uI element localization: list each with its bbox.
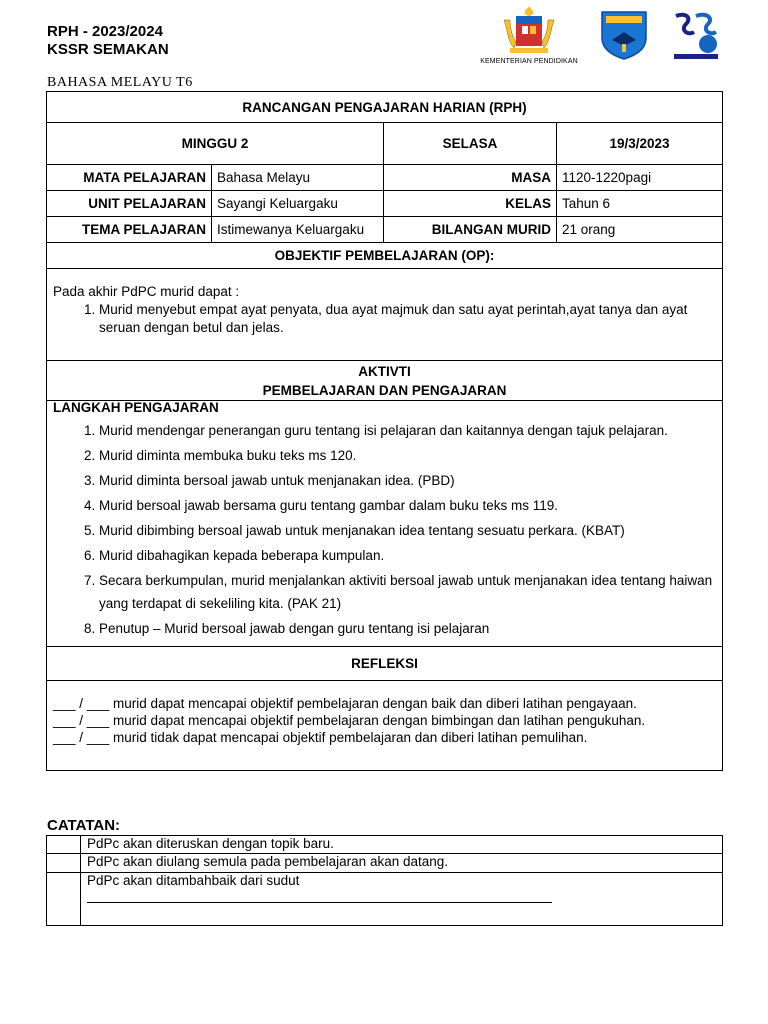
subject-line: BAHASA MELAYU T6 xyxy=(47,75,193,90)
list-item: 3. Murid diminta bersoal jawab untuk menjanakan idea. (PBD) xyxy=(99,469,716,492)
list-item: 8. Penutup – Murid bersoal jawab dengan guru tentang isi pelajaran xyxy=(99,617,716,640)
catatan-item: PdPc akan ditambahbaik dari sudut xyxy=(87,873,300,888)
week-cell: MINGGU 2 xyxy=(47,123,384,165)
logo-strip xyxy=(474,2,722,68)
steps-list xyxy=(53,419,716,640)
checkbox-cell[interactable] xyxy=(47,873,81,926)
ministry-caption: KEMENTERIAN PENDIDIKAN xyxy=(480,58,578,65)
row-value-2: Tahun 6 xyxy=(557,191,723,217)
table-row xyxy=(47,165,723,191)
list-item: 2. Murid diminta membuka buku teks ms 120. xyxy=(99,444,716,467)
list-item: 1. Murid menyebut empat ayat penyata, dua ayat majmuk dan satu ayat perintah,ayat tanya dan ayat seruan dengan betul dan jelas. xyxy=(99,301,716,337)
catatan-item-improve xyxy=(81,873,723,926)
catatan-item: PdPc akan diulang semula pada pembelajaran akan datang. xyxy=(81,854,723,873)
ministry-logo xyxy=(474,2,584,68)
row-value-2: 21 orang xyxy=(557,217,723,243)
header-year: RPH - 2023/2024 xyxy=(47,23,163,40)
reflection-line: ___ / ___ murid dapat mencapai objektif pembelajaran dengan bimbingan dan latihan pengukuhan. xyxy=(53,713,646,728)
objective-list xyxy=(53,301,716,337)
checkbox-cell[interactable] xyxy=(47,854,81,873)
activity-title-line-1: AKTIVTI xyxy=(358,363,411,379)
reflection-line: ___ / ___ murid dapat mencapai objektif pembelajaran dengan baik dan diberi latihan pengayaan. xyxy=(53,696,637,711)
table-row xyxy=(47,854,723,873)
rph-table xyxy=(46,91,723,771)
list-item: 6. Murid dibahagikan kepada beberapa kumpulan. xyxy=(99,544,716,567)
row-value: Bahasa Melayu xyxy=(212,165,384,191)
list-item: 1. Murid mendengar penerangan guru tentang isi pelajaran dan kaitannya dengan tajuk pelajaran. xyxy=(99,419,716,442)
checkbox-cell[interactable] xyxy=(47,836,81,854)
day-cell: SELASA xyxy=(384,123,557,165)
date-cell: 19/3/2023 xyxy=(557,123,723,165)
row-value-2: 1120-1220pagi xyxy=(557,165,723,191)
objective-title: OBJEKTIF PEMBELAJARAN (OP): xyxy=(47,243,723,269)
row-label: UNIT PELAJARAN xyxy=(47,191,212,217)
document-header xyxy=(47,23,169,59)
row-label: TEMA PELAJARAN xyxy=(47,217,212,243)
reflection-line: ___ / ___ murid tidak dapat mencapai objektif pembelajaran dan diberi latihan pemulihan. xyxy=(53,730,588,745)
table-row xyxy=(47,217,723,243)
row-label-2: BILANGAN MURID xyxy=(384,217,557,243)
reflection-box xyxy=(47,681,723,771)
row-label-2: MASA xyxy=(384,165,557,191)
table-row xyxy=(47,873,723,926)
catatan-title: CATATAN: xyxy=(47,817,121,834)
list-item: 7. Secara berkumpulan, murid menjalankan aktiviti bersoal jawab untuk menjanakan idea tentang haiwan yang terdapat di sekeliling kita. (PAK 21) xyxy=(99,569,716,615)
anniversary-logo xyxy=(672,10,720,60)
steps-title: LANGKAH PENGAJARAN xyxy=(53,400,219,415)
coat-of-arms-icon xyxy=(474,2,584,58)
list-item: 4. Murid bersoal jawab bersama guru tentang gambar dalam buku teks ms 119. xyxy=(99,494,716,517)
row-value: Sayangi Keluargaku xyxy=(212,191,384,217)
emblem-icon xyxy=(672,10,720,60)
table-row xyxy=(47,836,723,854)
school-crest-logo xyxy=(600,10,648,60)
reflection-title: REFLEKSI xyxy=(47,647,723,681)
catatan-table xyxy=(46,835,723,926)
rph-title: RANCANGAN PENGAJARAN HARIAN (RPH) xyxy=(47,92,723,123)
row-label-2: KELAS xyxy=(384,191,557,217)
row-value: Istimewanya Keluargaku xyxy=(212,217,384,243)
list-item: 5. Murid dibimbing bersoal jawab untuk menjanakan idea tentang sesuatu perkara. (KBAT) xyxy=(99,519,716,542)
objective-intro: Pada akhir PdPC murid dapat : xyxy=(53,284,240,299)
catatan-item: PdPc akan diteruskan dengan topik baru. xyxy=(81,836,723,854)
table-row xyxy=(47,191,723,217)
objective-box xyxy=(47,269,723,361)
blank-line[interactable] xyxy=(87,888,552,903)
header-curriculum: KSSR SEMAKAN xyxy=(47,41,169,58)
activity-title xyxy=(47,361,723,401)
row-label: MATA PELAJARAN xyxy=(47,165,212,191)
activity-title-line-2: PEMBELAJARAN DAN PENGAJARAN xyxy=(262,382,507,398)
shield-icon xyxy=(600,10,648,60)
steps-box xyxy=(47,401,723,647)
